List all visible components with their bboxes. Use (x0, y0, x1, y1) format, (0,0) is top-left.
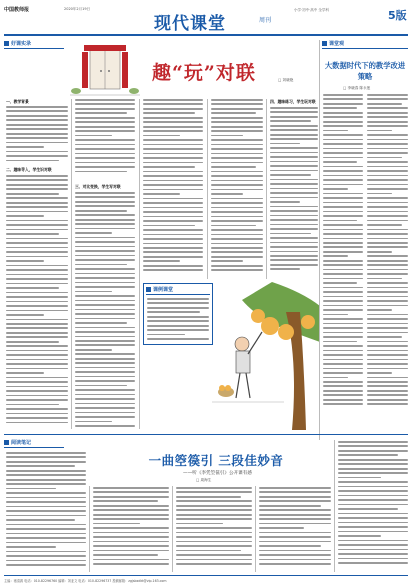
page-number: 5版 (388, 9, 407, 22)
masthead (4, 3, 408, 36)
right-headline: 大数据时代下的教学改进策略 (324, 61, 406, 81)
fruit-tree-illustration (212, 282, 320, 430)
section-label-bottom: 阅读笔记 (4, 439, 64, 448)
main-headline: 趣“玩”对联 (152, 62, 256, 84)
section-label-box: 课例课堂 (146, 286, 210, 295)
bottom-byline: □ 周海生 (196, 478, 212, 482)
text-block (75, 99, 135, 179)
page-subtitle: 周刊 (259, 17, 272, 24)
text-block (147, 298, 209, 342)
text-block (367, 94, 408, 429)
section-icon (4, 440, 9, 445)
text-block (338, 441, 408, 572)
text-block (75, 192, 135, 430)
issue-date: 2020年2月19日 (64, 7, 91, 11)
right-byline: □ 李晓春 陈永莲 (343, 86, 371, 90)
hotline: 小学·初中·高中 全学科 (294, 8, 329, 12)
section-icon (146, 287, 151, 292)
bottom-subtitle: ——听《李凭箜篌引》公开课有感 (183, 471, 252, 476)
column-rule (71, 99, 72, 429)
column-rule (319, 40, 320, 440)
column-rule (89, 486, 90, 572)
text-block (176, 487, 252, 572)
text-block (270, 107, 318, 279)
column-rule (139, 99, 140, 429)
section-icon (322, 41, 327, 46)
subhead-2: 二、趣味导入，学生识对联 (6, 167, 52, 172)
subhead-1: 一、教学背景 (6, 99, 29, 104)
column-rule (334, 440, 335, 572)
paper-name: 中国教师报 (4, 7, 30, 13)
column-rule (255, 486, 256, 572)
text-block (211, 99, 263, 279)
bottom-headline: 一曲箜篌引 三段佳妙音 (148, 453, 284, 468)
section-divider (4, 434, 408, 435)
main-byline: □ 刘晓艳 (278, 78, 294, 82)
text-block (6, 452, 86, 572)
subhead-4: 四、趣味练习，学生玩对联 (270, 99, 316, 104)
page-footer: 主编：褚清源 电话：010-82296760 编辑：刘亚文 电话：010-82296737 投稿邮箱：zgjsbxdkt@vip.163.com (4, 575, 408, 583)
section-label-top-right: 课堂观 (322, 40, 408, 49)
text-block (259, 487, 331, 572)
text-block (6, 175, 68, 430)
text-block (323, 94, 363, 429)
column-rule (172, 486, 173, 572)
text-block (6, 106, 68, 164)
sidebar-box (143, 283, 213, 345)
text-block (93, 487, 169, 572)
couplet-illustration (70, 43, 140, 99)
column-rule (207, 99, 208, 279)
section-label-top-left: 好课实录 (4, 40, 64, 49)
section-icon (4, 41, 9, 46)
subhead-3: 三、对比变换，学生写对联 (75, 184, 121, 189)
column-rule (266, 99, 267, 279)
page-title: 现代课堂 (154, 14, 226, 34)
text-block (143, 99, 203, 279)
